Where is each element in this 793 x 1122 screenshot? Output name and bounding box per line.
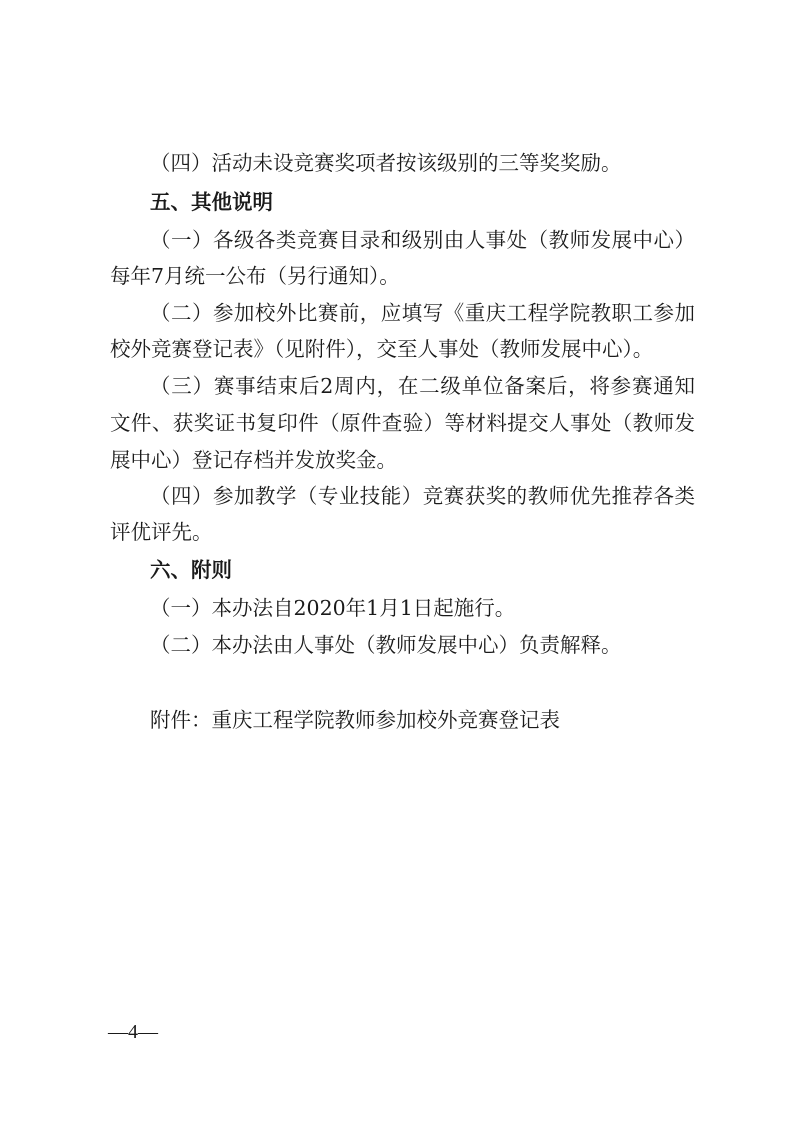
paragraph-6-2: （二）本办法由人事处（教师发展中心）负责解释。 bbox=[150, 633, 622, 657]
paragraph-5-1-line-1: （一）各级各类竞赛目录和级别由人事处（教师发展中心） bbox=[150, 228, 695, 252]
paragraph-4-4: （四）活动未设竞赛奖项者按该级别的三等奖奖励。 bbox=[150, 151, 622, 175]
paragraph-5-3-line-2: 文件、获奖证书复印件（原件查验）等材料提交人事处（教师发 bbox=[110, 411, 695, 435]
paragraph-5-4-line-2: 评优评先。 bbox=[110, 520, 213, 544]
paragraph-6-1: （一）本办法自2020年1月1日起施行。 bbox=[150, 596, 516, 620]
paragraph-5-3-line-1: （三）赛事结束后2周内，在二级单位备案后，将参赛通知 bbox=[150, 374, 695, 398]
paragraph-5-4-line-1: （四）参加教学（专业技能）竞赛获奖的教师优先推荐各类 bbox=[150, 484, 695, 508]
paragraph-5-2-line-1: （二）参加校外比赛前，应填写《重庆工程学院教职工参加 bbox=[150, 301, 695, 325]
page-number: —4— bbox=[108, 1021, 158, 1043]
paragraph-5-2-line-2: 校外竞赛登记表》（见附件），交至人事处（教师发展中心）。 bbox=[110, 337, 654, 361]
paragraph-5-3-line-3: 展中心）登记存档并发放奖金。 bbox=[110, 448, 397, 472]
section-heading-6: 六、附则 bbox=[150, 558, 232, 582]
attachment-note: 附件：重庆工程学院教师参加校外竞赛登记表 bbox=[150, 708, 560, 732]
section-heading-5: 五、其他说明 bbox=[150, 190, 273, 214]
paragraph-5-1-line-2: 每年7月统一公布（另行通知）。 bbox=[110, 264, 400, 288]
